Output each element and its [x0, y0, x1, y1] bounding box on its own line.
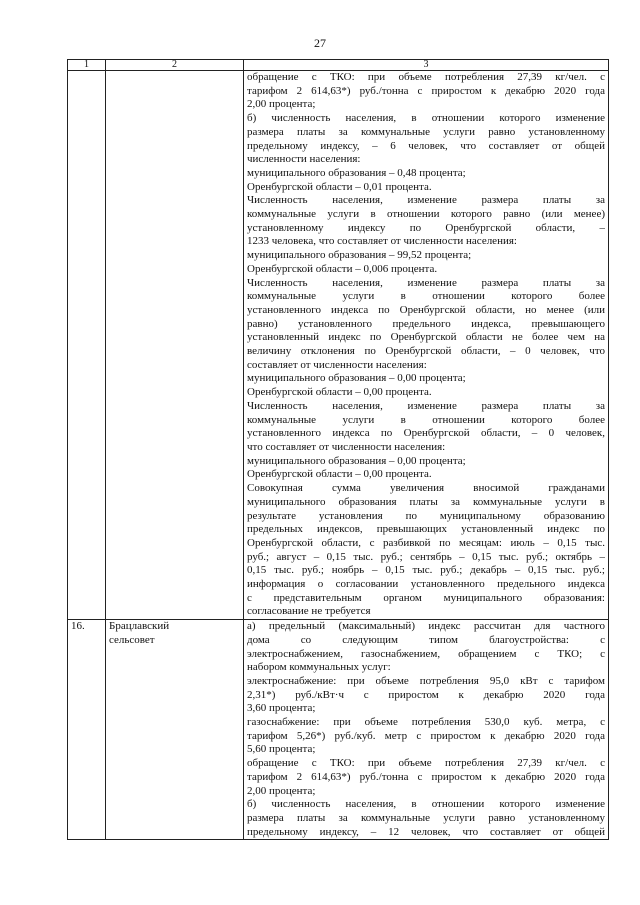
text-line: тарифом 2 614,63*) руб./тонна с приростом к декабрю 2020 года: [247, 770, 605, 783]
text-line: коммунальные услуги в отношении которого более: [247, 413, 605, 426]
text-line: информация о согласовании установленного предельного индекса: [247, 578, 605, 591]
text-line: что составляет от численности населения:: [247, 440, 446, 453]
text-line: Совокупная сумма увеличения вносимой гражданами: [247, 482, 605, 495]
text-line: 5,60 процента;: [247, 743, 316, 756]
text-line: предельному индексу, – 6 человек, что составляет от общей: [247, 139, 605, 152]
row-number-cell: 16.: [68, 620, 106, 840]
text-line: установленного индекса по Оренбургской области, но менее (или: [247, 303, 605, 316]
municipality-name-cell: [106, 620, 244, 840]
table-header-row: [68, 60, 609, 71]
text-line: установленного индекса по Оренбургской области, – 0 человек,: [247, 427, 605, 440]
header-cell-3: 3: [244, 60, 609, 71]
text-line: б) численность населения, в отношении которого изменение: [247, 112, 605, 125]
text-line: размера платы за коммунальные услуги равно установленному: [247, 811, 605, 824]
municipality-name-line: сельсовет: [109, 633, 155, 646]
text-line: Численность населения, изменение размера платы за: [247, 194, 605, 207]
municipal-index-table: [67, 59, 609, 840]
text-line: численности населения:: [247, 153, 361, 166]
text-line: муниципального образования – 0,48 процента;: [247, 166, 466, 179]
text-line: муниципального образования платы за коммунальные услуги в: [247, 495, 605, 508]
description-cell: [244, 71, 609, 620]
text-line: 0,15 тыс. руб.; ноябрь – 0,15 тыс. руб.; декабрь – 0,15 тыс. руб.;: [247, 564, 605, 577]
text-line: Численность населения, изменение размера платы за: [247, 399, 605, 412]
text-line: установленному индексу по Оренбургской области, –: [247, 221, 605, 234]
text-line: размера платы за коммунальные услуги равно установленному: [247, 125, 605, 138]
text-line: равно) установленного предельного индекса, превышающего: [247, 317, 605, 330]
row-number-cell: [68, 71, 106, 620]
text-line: 3,60 процента;: [247, 702, 316, 715]
text-line: а) предельный (максимальный) индекс рассчитан для частного: [247, 620, 605, 633]
table-row: [68, 71, 609, 620]
text-line: Численность населения, изменение размера платы за: [247, 276, 605, 289]
header-cell-2: 2: [106, 60, 244, 71]
header-cell-1: 1: [68, 60, 106, 71]
text-line: обращение с ТКО: при объеме потребления 27,39 кг/чел. с: [247, 757, 605, 770]
text-line: 2,00 процента;: [247, 784, 316, 797]
text-line: с представительным органом муниципального образования:: [247, 591, 605, 604]
text-line: обращение с ТКО: при объеме потребления 27,39 кг/чел. с: [247, 71, 605, 83]
municipality-name-cell: [106, 71, 244, 620]
municipality-name-line: Брацлавский: [109, 620, 170, 633]
text-line: установленный индекс по Оренбургской области не более чем на: [247, 331, 605, 344]
text-line: коммунальные услуги в отношении которого равно (или менее): [247, 208, 605, 221]
text-line: составляет от численности населения:: [247, 358, 427, 371]
text-line: Оренбургской области, с разбивкой по месяцам: июль – 0,15 тыс.: [247, 536, 605, 549]
text-line: величину отклонения по Оренбургской области, – 0 человек, что: [247, 345, 605, 358]
page-number: 27: [314, 36, 326, 50]
text-line: результате установления по муниципальному образованию: [247, 509, 605, 522]
text-line: тарифом 2 614,63*) руб./тонна с приростом к декабрю 2020 года: [247, 84, 605, 97]
text-line: предельных индексов, превышающих установленный индекс по: [247, 523, 605, 536]
text-line: 2,31*) руб./кВт·ч с приростом к декабрю 2020 года: [247, 688, 605, 701]
text-line: 2,00 процента;: [247, 98, 316, 111]
description-cell: [244, 620, 609, 840]
text-line: муниципального образования – 99,52 процента;: [247, 249, 472, 262]
text-line: коммунальные услуги в отношении которого более: [247, 290, 605, 303]
text-line: согласование не требуется: [247, 605, 371, 618]
table-row: [68, 620, 609, 840]
text-line: Оренбургской области – 0,01 процента.: [247, 180, 432, 193]
text-line: газоснабжение: при объеме потребления 530,0 куб. метра, с: [247, 716, 605, 729]
text-line: дома со следующим типом благоустройства: с: [247, 633, 605, 646]
text-line: 1233 человека, что составляет от численности населения:: [247, 235, 517, 248]
text-line: предельному индексу, – 12 человек, что составляет от общей: [247, 825, 605, 838]
text-line: руб.; август – 0,15 тыс. руб.; сентябрь – 0,15 тыс. руб.; октябрь –: [247, 550, 605, 563]
text-line: Оренбургской области – 0,006 процента.: [247, 262, 438, 275]
text-line: б) численность населения, в отношении которого изменение: [247, 798, 605, 811]
text-line: муниципального образования – 0,00 процента;: [247, 372, 466, 385]
text-line: Оренбургской области – 0,00 процента.: [247, 468, 432, 481]
text-line: набором коммунальных услуг:: [247, 661, 391, 674]
text-line: электроснабжением, газоснабжением, обращением с ТКО; с: [247, 647, 605, 660]
text-line: тарифом 5,26*) руб./куб. метр с приростом к декабрю 2020 года: [247, 729, 605, 742]
text-line: электроснабжение: при объеме потребления 95,0 кВт с тарифом: [247, 674, 605, 687]
text-line: Оренбургской области – 0,00 процента.: [247, 386, 432, 399]
text-line: муниципального образования – 0,00 процента;: [247, 454, 466, 467]
